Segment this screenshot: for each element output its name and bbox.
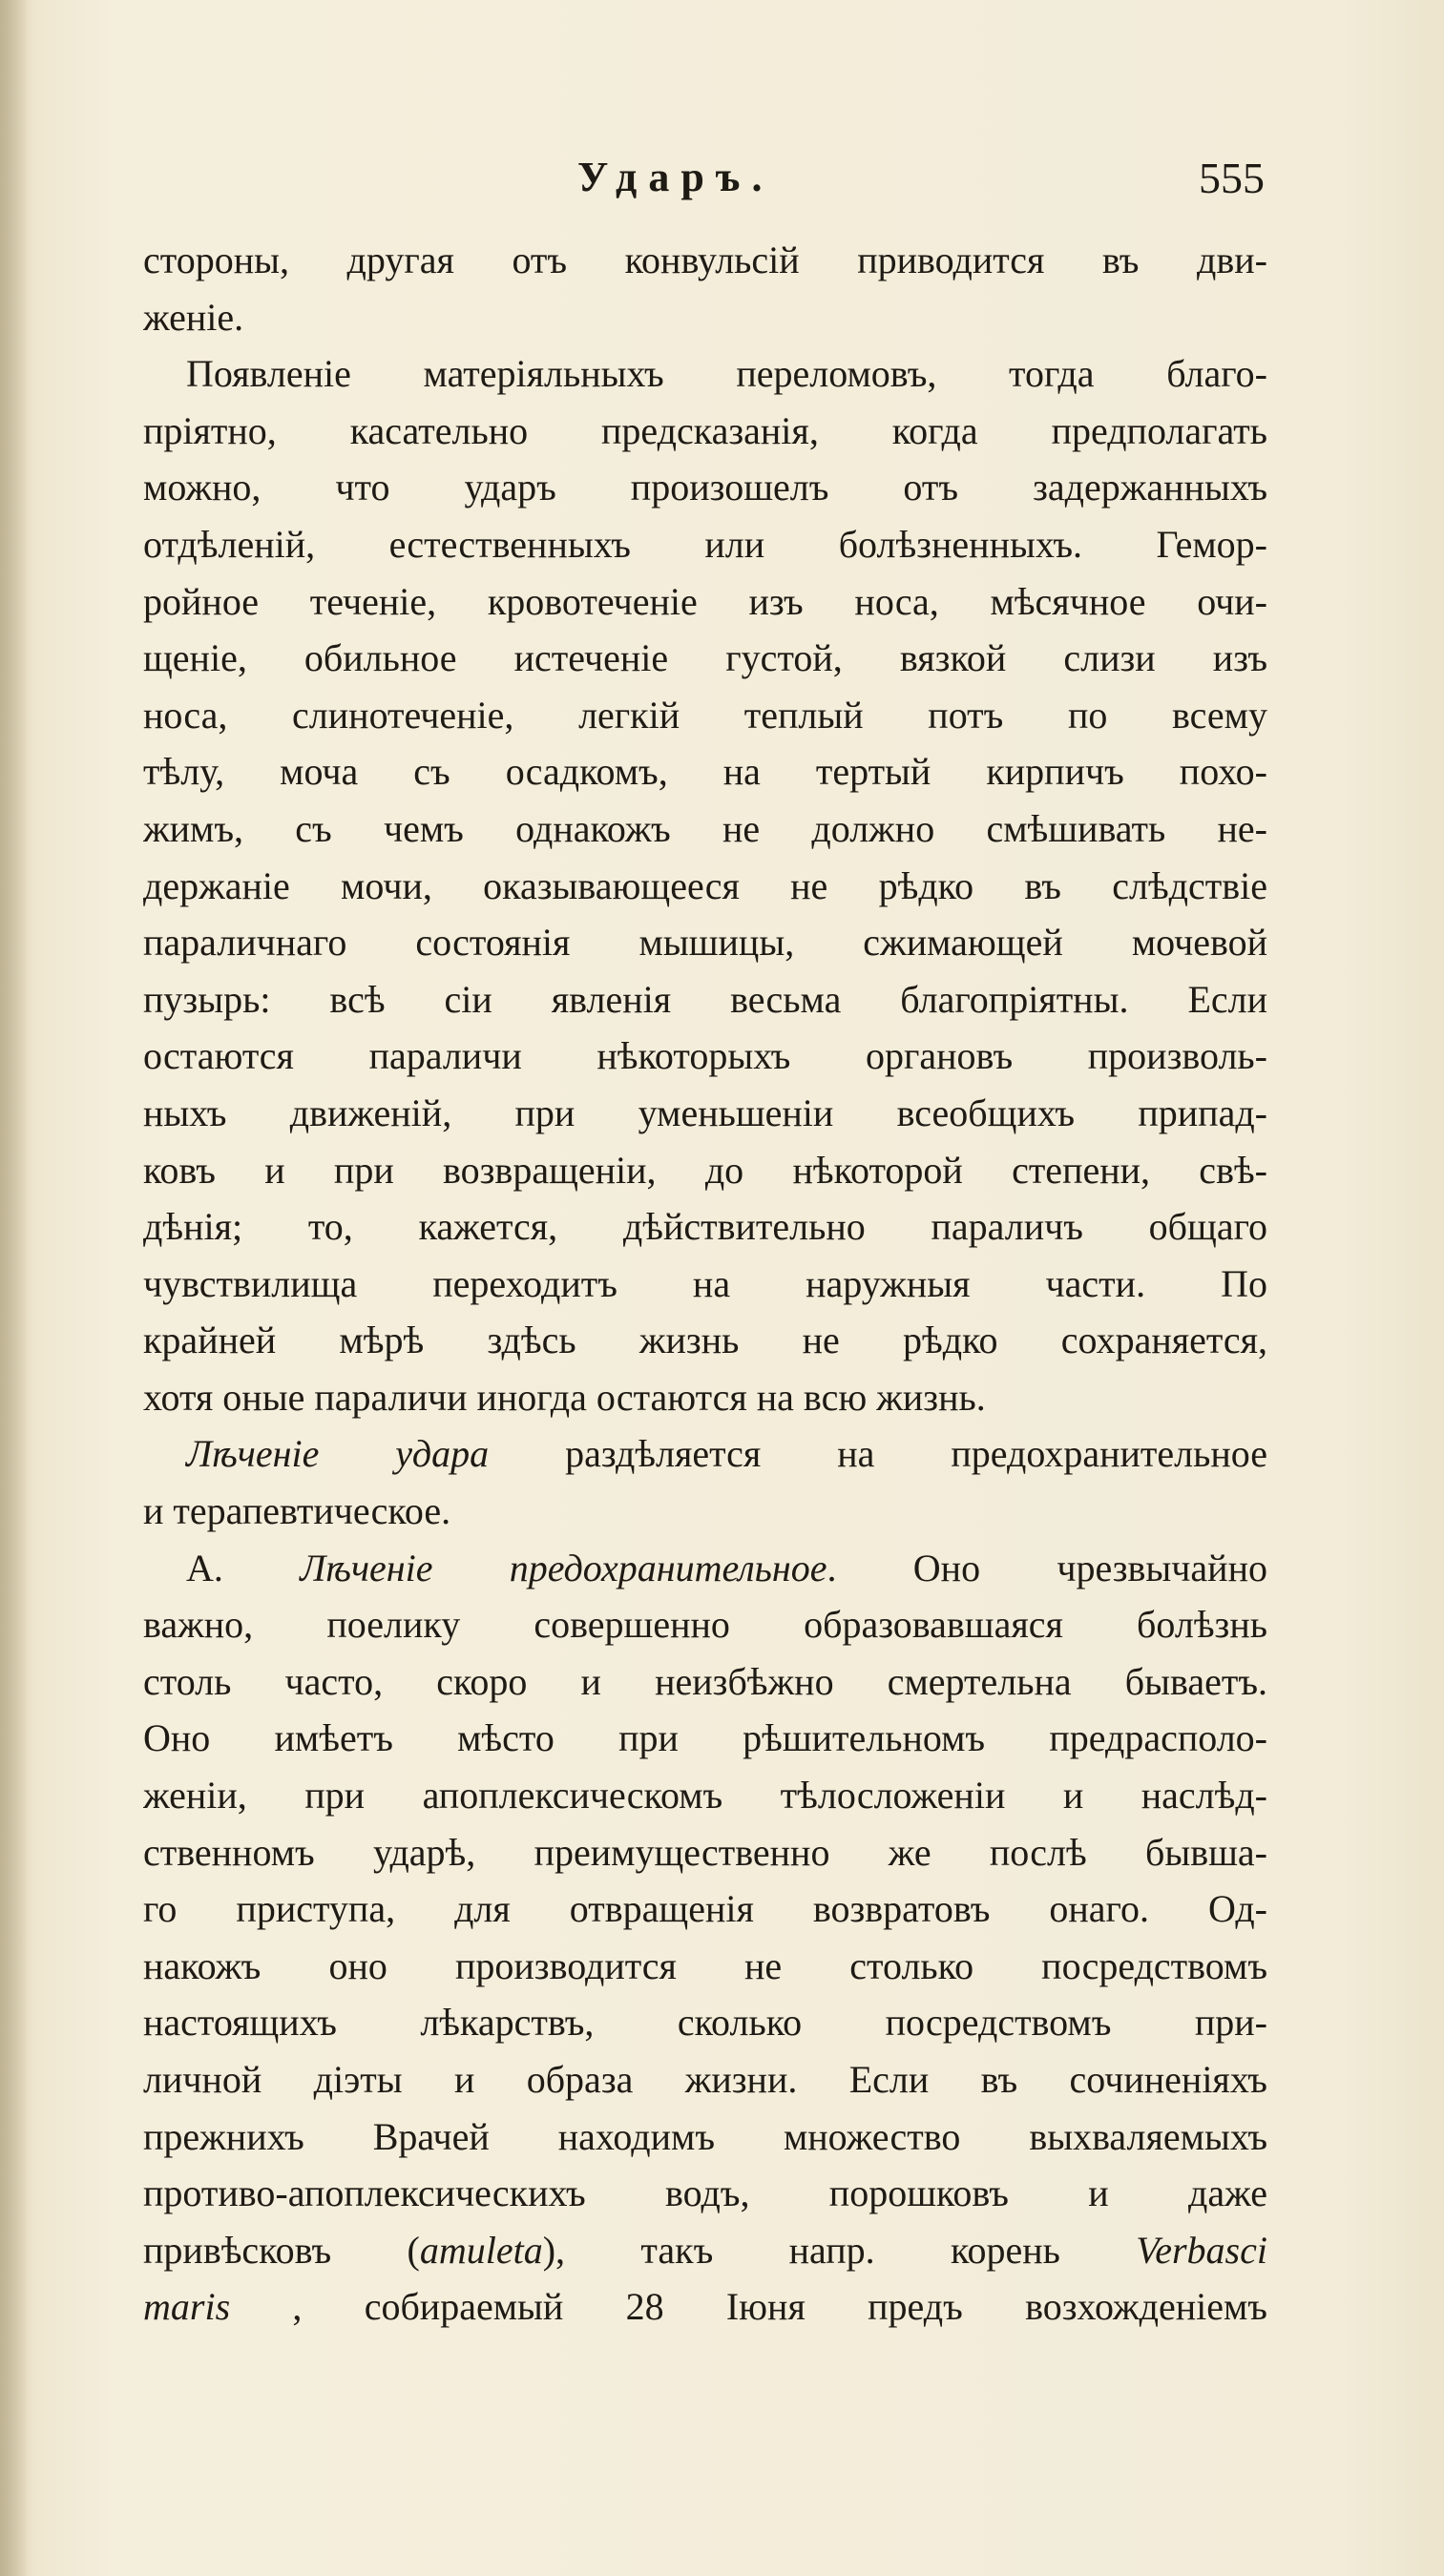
text-line (143, 403, 1267, 460)
text-line (143, 459, 1267, 516)
text-line (143, 2222, 1267, 2279)
text-line (143, 630, 1267, 687)
text-run: женіе. (143, 295, 244, 339)
text-line (143, 1540, 1267, 1597)
text-line (143, 1596, 1267, 1653)
text-line (143, 289, 1267, 346)
running-title: Ударъ. (577, 154, 774, 200)
text-run: ныхъ движеній, при уменьшеніи всеобщихъ припад- (143, 1091, 1267, 1134)
italic-text: Лѣченіе удара (186, 1432, 490, 1476)
text-run: стороны, другая отъ конвульсій приводится въ дви- (143, 239, 1267, 281)
text-run: параличнаго состоянія мышицы, сжимающей мочевой (143, 921, 1267, 965)
text-run: , собираемый 28 Іюня предъ возхожденіемъ (230, 2285, 1267, 2329)
text-run: . Оно чрезвычайно (827, 1546, 1267, 1589)
text-run: чувствилища переходитъ на наружныя части. По (143, 1261, 1267, 1305)
text-run: личной діэты и образа жизни. Если въ сочиненіяхъ (143, 2058, 1267, 2101)
italic-text: Лѣченіе предохранительное (300, 1546, 827, 1589)
text-run: ковъ и при возвращеніи, до нѣкоторой степени, свѣ- (143, 1148, 1267, 1192)
text-line (143, 800, 1267, 858)
text-run: настоящихъ лѣкарствъ, сколько посредствомъ при- (143, 2001, 1267, 2045)
text-run: отдѣленій, естественныхъ или болѣзненныхъ. Гемор- (143, 522, 1267, 566)
text-line (143, 1085, 1267, 1142)
text-line (143, 1425, 1267, 1483)
text-line (143, 1767, 1267, 1824)
text-line (143, 2165, 1267, 2222)
text-run: го приступа, для отвращенія возвратовъ онаго. Од- (143, 1887, 1267, 1931)
text-run: ственномъ ударѣ, преимущественно же послѣ бывша- (143, 1830, 1267, 1874)
text-line (143, 1142, 1267, 1199)
text-line (143, 1653, 1267, 1711)
text-run: щеніе, обильное истеченіе густой, вязкой слизи изъ (143, 636, 1267, 680)
text-run: ройное теченіе, кровотеченіе изъ носа, мѣсячное очи- (143, 579, 1267, 623)
text-line (143, 687, 1267, 744)
text-run: пріятно, касательно предсказанія, когда предполагать (143, 408, 1267, 452)
text-run: ), такъ напр. корень (542, 2228, 1137, 2272)
text-line (143, 2278, 1267, 2336)
text-run: пузырь: всѣ сіи явленія весьма благопріятны. Если (143, 977, 1267, 1021)
text-line (143, 345, 1267, 403)
text-line (143, 858, 1267, 915)
text-line (143, 1369, 1267, 1426)
text-line (143, 914, 1267, 971)
text-run: тѣлу, моча съ осадкомъ, на тертый кирпичъ похо- (143, 750, 1267, 794)
text-run: накожъ оно производится не столько посредствомъ (143, 1943, 1267, 1987)
text-run: держаніе мочи, оказывающееся не рѣдко въ слѣдствіе (143, 863, 1267, 907)
text-run: носа, слинотеченіе, легкій теплый потъ по всему (143, 693, 1267, 737)
italic-text: Verbasci (1136, 2228, 1267, 2272)
text-line (143, 2109, 1267, 2166)
italic-text: amuleta (419, 2228, 543, 2272)
text-run: столь часто, скоро и неизбѣжно смертельна бываетъ. (143, 1659, 1267, 1703)
text-line (143, 1994, 1267, 2051)
text-line (143, 1483, 1267, 1540)
text-run: хотя оные параличи иногда остаются на всю жизнь. (143, 1375, 986, 1419)
text-run: важно, поелику совершенно образовавшаяся болѣзнь (143, 1603, 1267, 1647)
text-run: крайней мѣрѣ здѣсь жизнь не рѣдко сохраняется, (143, 1319, 1267, 1362)
text-run: и терапевтическое. (143, 1489, 451, 1533)
text-line (143, 1824, 1267, 1881)
text-run: женіи, при апоплексическомъ тѣлосложеніи и наслѣд- (143, 1774, 1267, 1818)
body-text (143, 232, 1267, 2336)
text-line (143, 232, 1267, 289)
page-number: 555 (1199, 154, 1265, 202)
page-header (186, 153, 1265, 210)
text-line (143, 1312, 1267, 1369)
text-line (143, 1710, 1267, 1767)
text-run: раздѣляется на предохранительное (489, 1432, 1267, 1476)
text-run: привѣсковъ ( (143, 2228, 420, 2272)
text-run: можно, что ударъ произошелъ отъ задержанныхъ (143, 466, 1267, 509)
text-line (143, 971, 1267, 1028)
text-run: жимъ, съ чемъ однакожъ не должно смѣшивать не- (143, 806, 1267, 850)
text-line (143, 743, 1267, 800)
text-run: остаются параличи нѣкоторыхъ органовъ произволь- (143, 1034, 1267, 1078)
text-run: Появленіе матеріяльныхъ переломовъ, тогда благо- (186, 352, 1267, 396)
text-run: противо-апоплексическихъ водъ, порошковъ и даже (143, 2171, 1267, 2215)
text-line (143, 1198, 1267, 1256)
text-run: прежнихъ Врачей находимъ множество выхваляемыхъ (143, 2114, 1267, 2158)
text-line (143, 573, 1267, 631)
text-run: Оно имѣетъ мѣсто при рѣшительномъ предрасполо- (143, 1716, 1267, 1760)
text-run: А. (186, 1546, 301, 1589)
text-run: дѣнія; то, кажется, дѣйствительно параличъ общаго (143, 1205, 1267, 1249)
italic-text: maris (143, 2285, 231, 2329)
text-line (143, 2051, 1267, 2109)
text-line (143, 1880, 1267, 1938)
text-line (143, 516, 1267, 573)
text-line (143, 1256, 1267, 1313)
text-line (143, 1938, 1267, 1995)
binding-gutter-shadow (0, 0, 29, 2576)
text-line (143, 1028, 1267, 1085)
